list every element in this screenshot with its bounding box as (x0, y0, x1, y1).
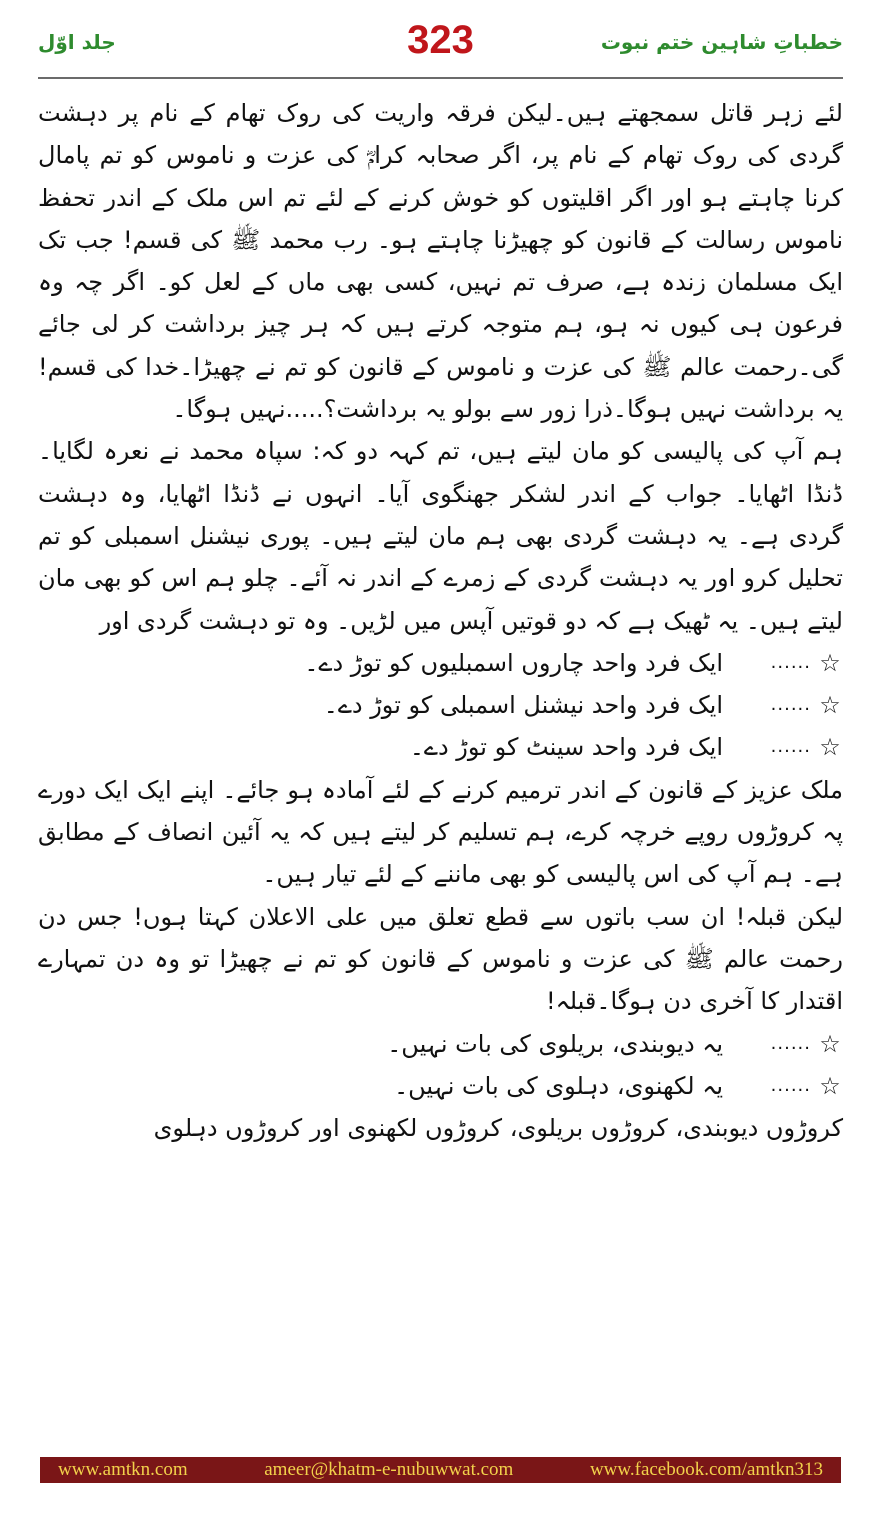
volume-label: جلد اوّل (38, 30, 116, 54)
bullet-list-2 (38, 1023, 843, 1108)
list-item (38, 642, 843, 684)
email-link[interactable]: ameer@khatm-e-nubuwwat.com (264, 1459, 514, 1480)
paragraph-4: لیکن قبلہ! ان سب باتوں سے قطع تعلق میں علی الاعلان کہتا ہوں! جس دن رحمت عالم ﷺ کی عزت و ناموس کے قانون کو تم نے چھیڑا تو وہ دن تمہارے اقتدار کا آخری دن ہوگا۔قبلہ! (38, 902, 843, 1016)
bullet-list-1 (38, 642, 843, 769)
list-item (38, 1065, 843, 1107)
dots: ...... (770, 1032, 811, 1054)
website-link[interactable]: www.amtkn.com (58, 1459, 188, 1480)
list-item-text: یہ دیوبندی، بریلوی کی بات نہیں۔ (387, 1029, 723, 1058)
page-number: 323 (407, 18, 474, 62)
star-icon: ☆ (819, 1071, 841, 1100)
list-item (38, 726, 843, 768)
star-icon: ☆ (819, 1029, 841, 1058)
list-item-text: ایک فرد واحد چاروں اسمبلیوں کو توڑ دے۔ (304, 648, 723, 677)
list-item-text: یہ لکھنوی، دہلوی کی بات نہیں۔ (394, 1071, 723, 1100)
star-icon: ☆ (819, 733, 841, 762)
list-item-text: ایک فرد واحد نیشنل اسمبلی کو توڑ دے۔ (323, 691, 723, 720)
dots: ...... (770, 694, 811, 716)
paragraph-5: کروڑوں دیوبندی، کروڑوں بریلوی، کروڑوں لکھنوی اور کروڑوں دہلوی (153, 1114, 843, 1143)
list-item (38, 684, 843, 726)
dots: ...... (770, 736, 811, 758)
facebook-link[interactable]: www.facebook.com/amtkn313 (589, 1459, 823, 1480)
paragraph-2: ہم آپ کی پالیسی کو مان لیتے ہیں، تم کہہ دو کہ: سپاہ محمد نے نعرہ لگایا۔ ڈنڈا اٹھایا۔ جواب کے اندر لشکر جھنگوی آیا۔ انہوں نے ڈنڈا اٹھایا، وہ دہشت گردی ہے۔ یہ دہشت گردی بھی ہم مان لیتے ہیں۔ پوری نیشنل اسمبلی کو تم تحلیل کرو اور یہ دہشت گردی کے زمرے کے اندر نہ آئے۔ چلو ہم اس کو بھی مان لیتے ہیں۔ یہ ٹھیک ہے کہ دو قوتیں آپس میں لڑیں۔ وہ تو دہشت گردی اور (38, 437, 843, 635)
list-item-text: ایک فرد واحد سینٹ کو توڑ دے۔ (409, 733, 723, 762)
list-item (38, 1023, 843, 1065)
page-footer (40, 1457, 841, 1483)
header-divider (38, 77, 843, 79)
page-body (38, 92, 843, 1149)
book-title: خطباتِ شاہین ختم نبوت (600, 30, 843, 54)
dots: ...... (770, 1074, 811, 1096)
page-header (38, 14, 843, 64)
paragraph-3: ملک عزیز کے قانون کے اندر ترمیم کرنے کے لئے آمادہ ہو جائے۔ اپنے ایک ایک دورے پہ کروڑوں روپے خرچہ کرے، ہم تسلیم کر لیتے ہیں کہ یہ آئین انصاف کے مطابق ہے۔ ہم آپ کی اس پالیسی کو بھی ماننے کے لئے تیار ہیں۔ (38, 775, 843, 889)
star-icon: ☆ (819, 648, 841, 677)
paragraph-1: لئے زہر قاتل سمجھتے ہیں۔لیکن فرقہ واریت کی روک تھام کے نام پر دہشت گردی کی روک تھام کے نام پر، اگر صحابہ کرامؓ کی عزت و ناموس کو تم پامال کرنا چاہتے ہو اور اگر اقلیتوں کو خوش کرنے کے لئے تم اس ملک کے اندر تحفظ ناموس رسالت کے قانون کو چھیڑنا چاہتے ہو۔ رب محمد ﷺ کی قسم! جب تک ایک مسلمان زندہ ہے، صرف تم نہیں، کسی بھی ماں کے لعل کو۔ اگر چہ وہ فرعون ہی کیوں نہ ہو، ہم متوجہ کرتے ہیں کہ ہر چیز برداشت کر لی جائے گی۔رحمت عالم ﷺ کی عزت و ناموس کے قانون کو تم نے چھیڑا۔خدا کی قسم! یہ برداشت نہیں ہوگا۔ذرا زور سے بولو یہ برداشت؟.....نہیں ہوگا۔ (38, 99, 843, 424)
dots: ...... (770, 651, 811, 673)
star-icon: ☆ (819, 691, 841, 720)
